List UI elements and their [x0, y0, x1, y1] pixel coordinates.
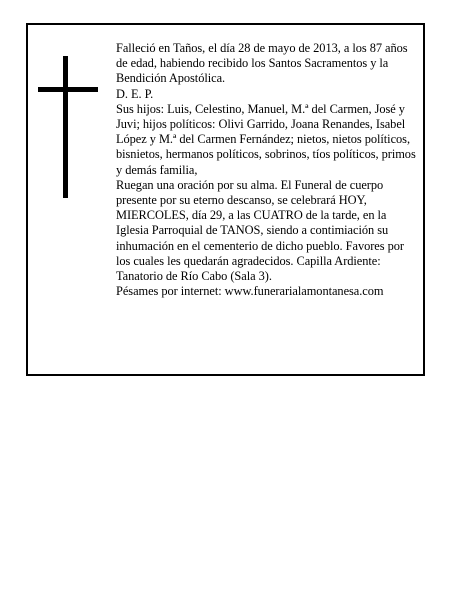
rest-in-peace: D. E. P. — [116, 86, 154, 101]
death-announcement: Falleció en Taños, el día 28 de mayo de 2013, a los 87 años de edad, habiendo recibido los Santos Sacramentos y la Bendición Apostólica. — [116, 41, 408, 86]
latin-cross-icon — [38, 56, 98, 198]
cross-vertical-bar — [63, 56, 68, 198]
family-list: Sus hijos: Luis, Celestino, Manuel, M.ª del Carmen, José y Juvi; hijos políticos: Olivi Garrido, Joana Renandes, Isabel López y M.ª del Carmen Fernández; nietos, nietos políticos, bisnietos, hermanos políticos, sobrinos, tíos políticos, primos y demás familia, — [116, 101, 416, 177]
condolences-website: Pésames por internet: www.funerarialamontanesa.com — [116, 284, 384, 299]
obituary-notice — [26, 23, 425, 376]
cross-horizontal-bar — [38, 87, 98, 92]
funeral-details: Ruegan una oración por su alma. El Funeral de cuerpo presente por su eterno descanso, se celebrará HOY, MIERCOLES, día 29, a las CUATRO de la tarde, en la Iglesia Parroquial de TANOS, siendo a contimiación su inhumación en el cementerio de dicho pueblo. Favores por los cuales les quedarán agradecidos. Capilla Ardiente: Tanatorio de Río Cabo (Sala 3). — [116, 177, 404, 284]
obituary-text — [116, 41, 421, 299]
